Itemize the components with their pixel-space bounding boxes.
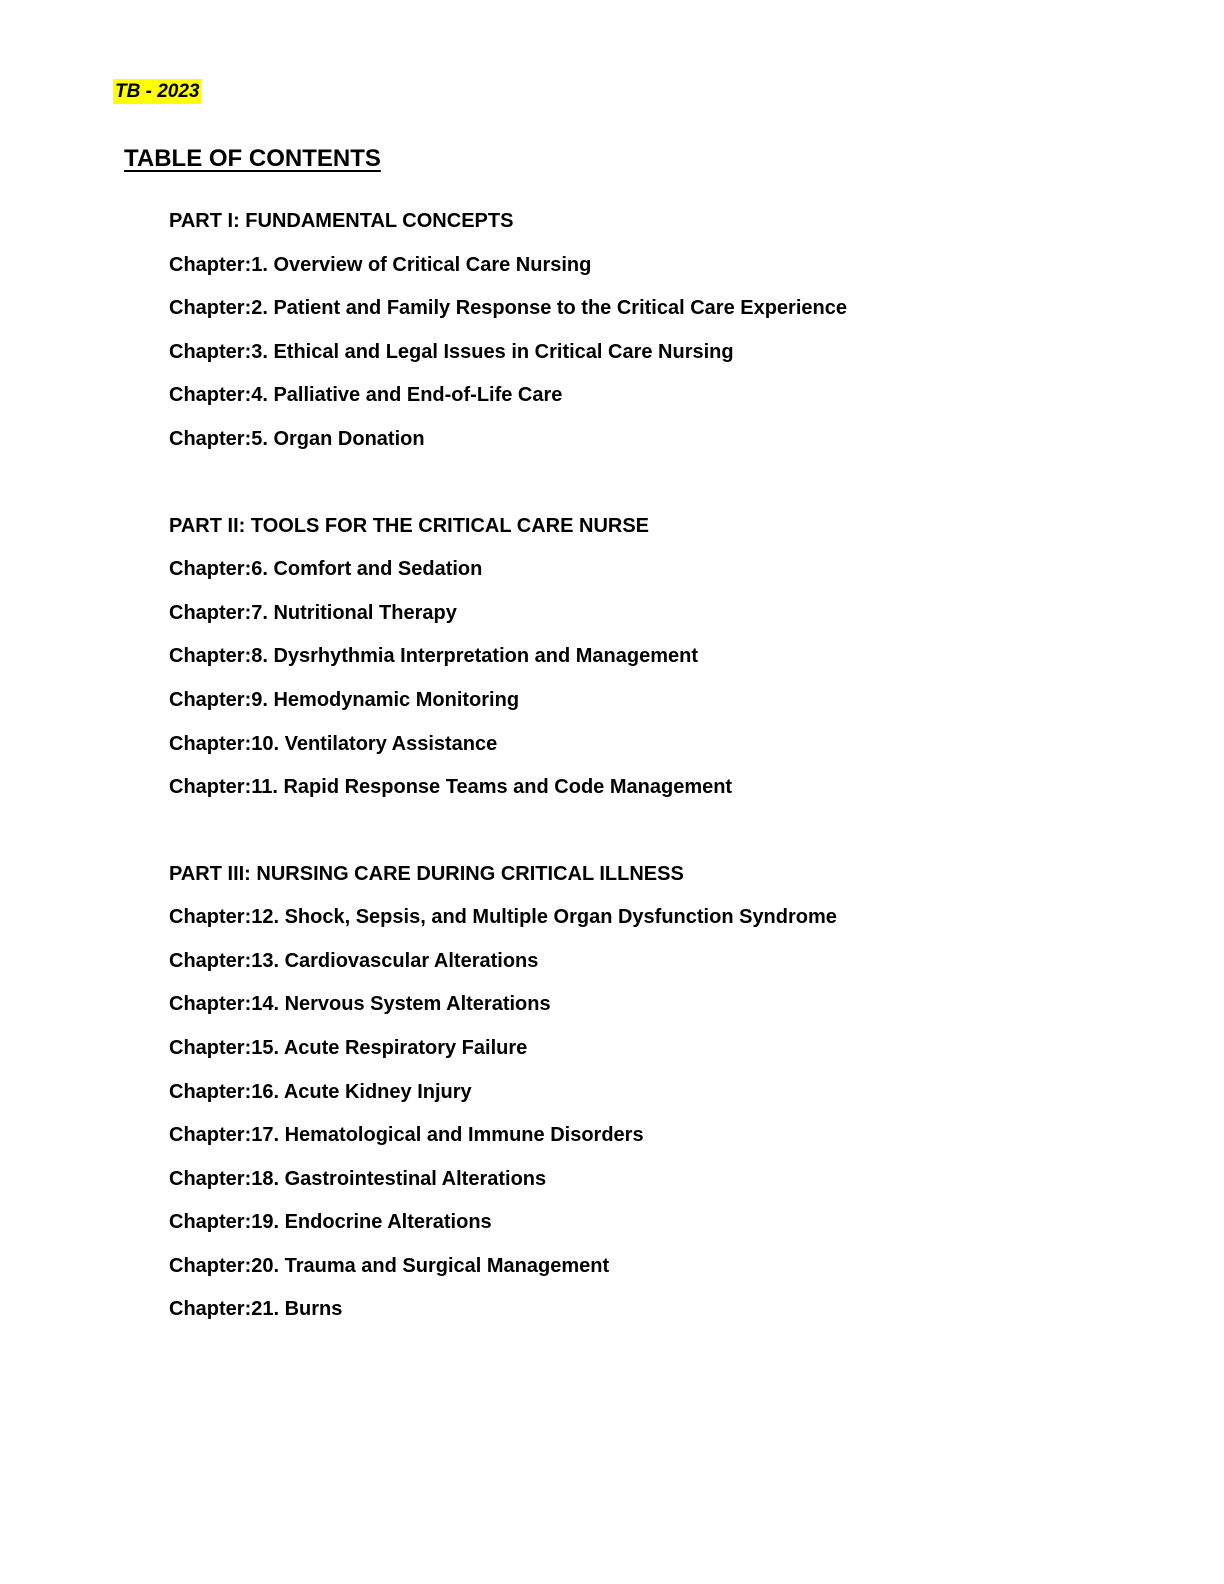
chapter-entry: Chapter:5. Organ Donation [169,428,425,450]
chapter-entry: Chapter:13. Cardiovascular Alterations [169,950,539,972]
chapter-entry: Chapter:8. Dysrhythmia Interpretation and Management [169,645,698,667]
part-heading: PART III: NURSING CARE DURING CRITICAL ILLNESS [169,863,684,885]
chapter-entry: Chapter:2. Patient and Family Response to the Critical Care Experience [169,297,847,319]
document-tag: TB - 2023 [115,81,200,102]
chapter-entry: Chapter:12. Shock, Sepsis, and Multiple Organ Dysfunction Syndrome [169,906,837,928]
chapter-entry: Chapter:16. Acute Kidney Injury [169,1081,472,1103]
chapter-entry: Chapter:9. Hemodynamic Monitoring [169,689,520,711]
page-title: TABLE OF CONTENTS [124,145,381,172]
chapter-entry: Chapter:1. Overview of Critical Care Nursing [169,254,592,276]
chapter-entry: Chapter:3. Ethical and Legal Issues in Critical Care Nursing [169,341,734,363]
chapter-entry: Chapter:7. Nutritional Therapy [169,602,457,624]
chapter-entry: Chapter:20. Trauma and Surgical Management [169,1255,610,1277]
chapter-entry: Chapter:11. Rapid Response Teams and Code Management [169,776,733,798]
chapter-entry: Chapter:4. Palliative and End-of-Life Care [169,384,563,406]
chapter-entry: Chapter:10. Ventilatory Assistance [169,733,498,755]
chapter-entry: Chapter:15. Acute Respiratory Failure [169,1037,528,1059]
chapter-entry: Chapter:6. Comfort and Sedation [169,558,483,580]
part-heading: PART II: TOOLS FOR THE CRITICAL CARE NURSE [169,515,650,537]
chapter-entry: Chapter:14. Nervous System Alterations [169,993,551,1015]
chapter-entry: Chapter:19. Endocrine Alterations [169,1211,492,1233]
chapter-entry: Chapter:17. Hematological and Immune Disorders [169,1124,644,1146]
part-heading: PART I: FUNDAMENTAL CONCEPTS [169,210,514,232]
chapter-entry: Chapter:21. Burns [169,1298,343,1320]
chapter-entry: Chapter:18. Gastrointestinal Alterations [169,1168,547,1190]
